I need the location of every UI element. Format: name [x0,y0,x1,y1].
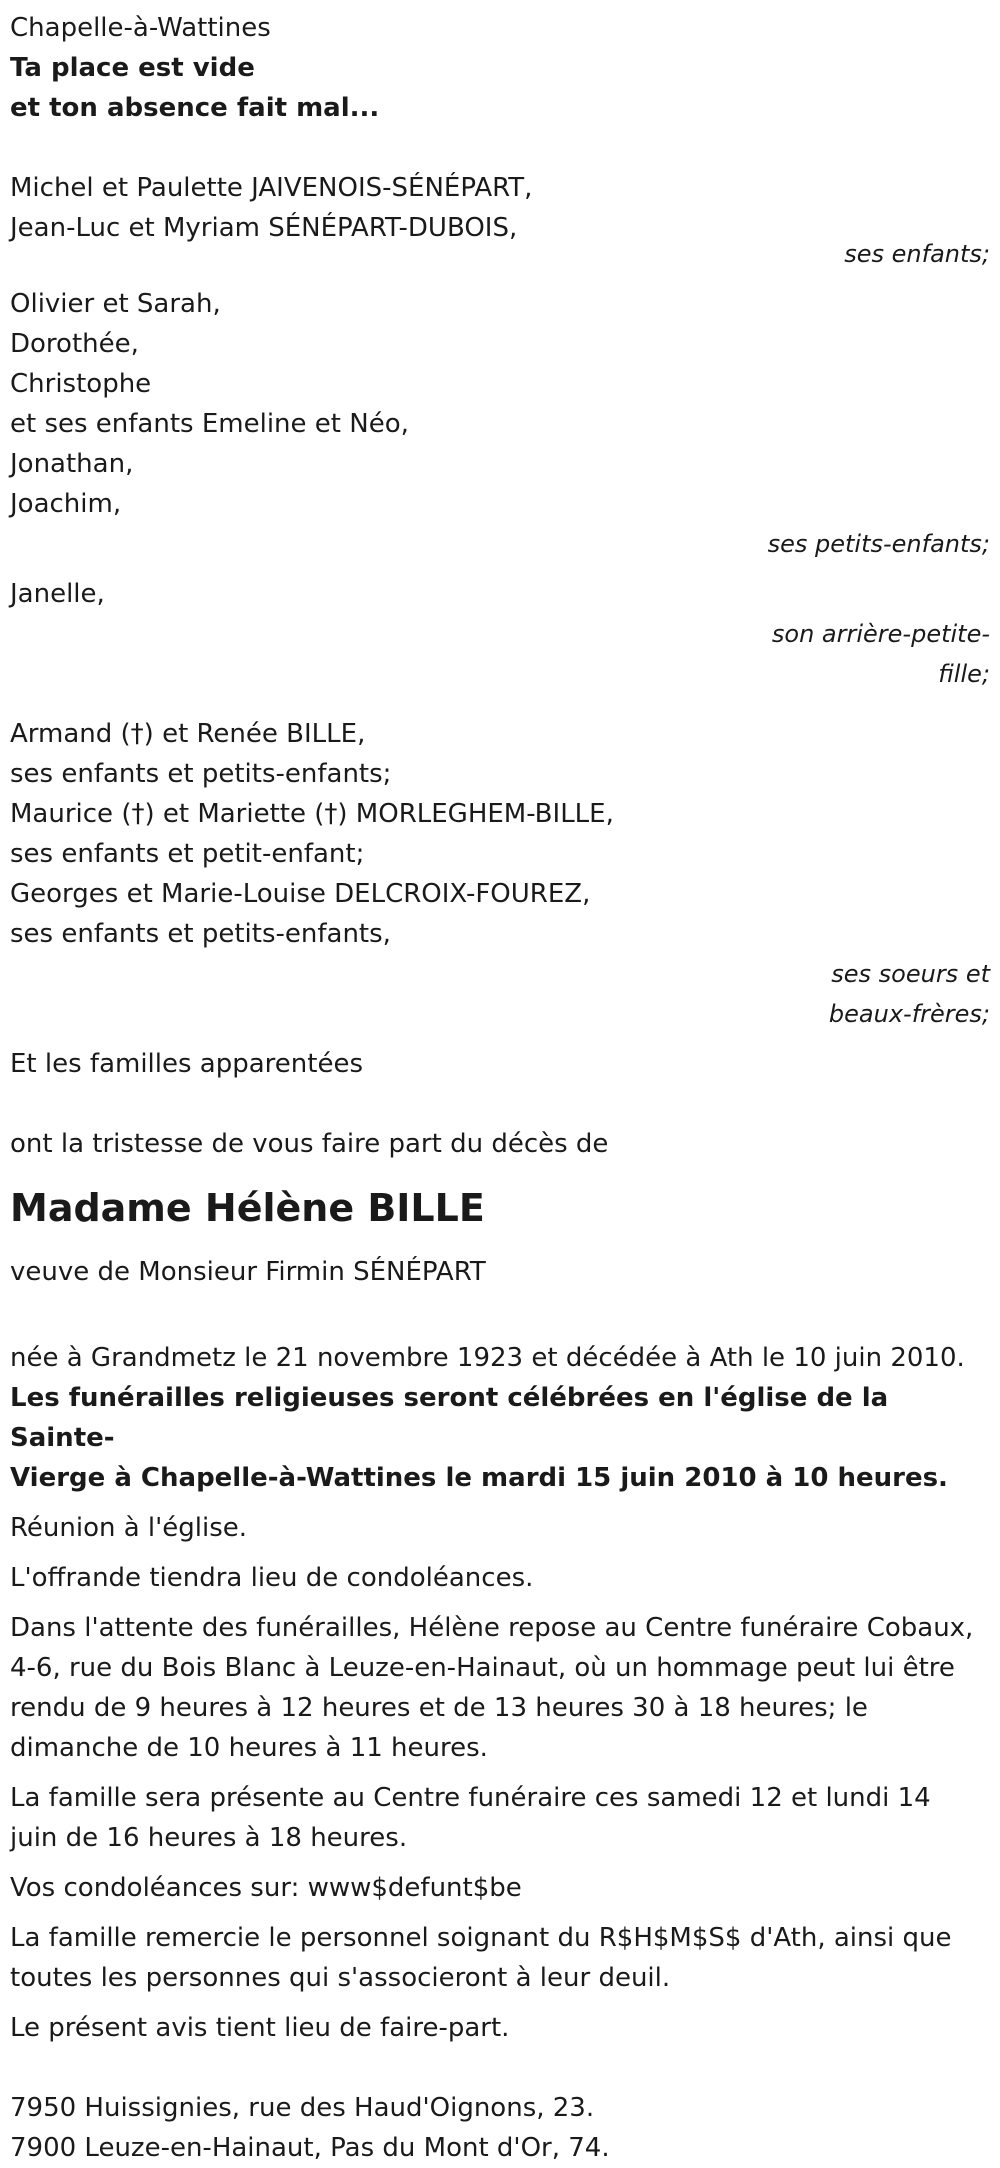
family-line: et ses enfants Emeline et Néo, [10,409,409,439]
birth-death: née à Grandmetz le 21 novembre 1923 et décédée à Ath le 10 juin 2010. [10,1343,965,1373]
grandchildren-section [10,284,990,564]
family-line: ses enfants et petits-enfants, [10,919,391,949]
rest-line: 4-6, rue du Bois Blanc à Leuze-en-Hainaut, où un hommage peut lui être [10,1653,955,1683]
family-line: Olivier et Sarah, [10,289,221,319]
family-line: Georges et Marie-Louise DELCROIX-FOUREZ, [10,879,591,909]
role-label: ses petits-enfants; [767,530,990,558]
family-line: Jean-Luc et Myriam SÉNÉPART-DUBOIS, [10,213,518,243]
announcement: ont la tristesse de vous faire part du décès de [10,1129,609,1159]
siblings-section [10,714,990,1034]
family-line: Armand (†) et Renée BILLE, [10,719,366,749]
thanks-line: toutes les personnes qui s'associeront à leur deuil. [10,1963,671,1993]
family-line: Dorothée, [10,329,139,359]
family-line: Jonathan, [10,449,134,479]
family-line: Joachim, [10,489,122,519]
family-line: Maurice (†) et Mariette (†) MORLEGHEM-BILLE, [10,799,614,829]
meeting-line: Réunion à l'église. [10,1513,248,1543]
rest-line: Dans l'attente des funérailles, Hélène repose au Centre funéraire Cobaux, [10,1613,974,1643]
family-line: ses enfants et petits-enfants; [10,759,392,789]
role-label: fille; [938,660,990,688]
presence-line: La famille sera présente au Centre funéraire ces samedi 12 et lundi 14 [10,1783,931,1813]
quote-line-2: et ton absence fait mal... [10,93,380,123]
great-granddaughter-section [10,574,990,694]
thanks-line: La famille remercie le personnel soignant du R$H$M$S$ d'Ath, ainsi que [10,1923,952,1953]
role-label: beaux-frères; [828,1000,990,1028]
rest-line: rendu de 9 heures à 12 heures et de 13 heures 30 à 18 heures; le [10,1693,868,1723]
notice-line: Le présent avis tient lieu de faire-part. [10,2013,510,2043]
deceased-name: Madame Hélène BILLE [10,1186,485,1230]
address-line: 7950 Huissignies, rue des Haud'Oignons, 23. [10,2093,595,2123]
presence-line: juin de 16 heures à 18 heures. [10,1823,408,1853]
role-label: ses enfants; [844,240,990,268]
widow-of: veuve de Monsieur Firmin SÉNÉPART [10,1257,486,1287]
quote-line-1: Ta place est vide [10,53,255,83]
role-label: ses soeurs et [831,960,990,988]
family-line: Janelle, [10,579,105,609]
addresses [10,2088,990,2168]
place-name: Chapelle-à-Wattines [10,13,271,43]
family-line: Michel et Paulette JAIVENOIS-SÉNÉPART, [10,173,533,203]
funeral-details [10,1378,990,2048]
rest-line: dimanche de 10 heures à 11 heures. [10,1733,488,1763]
ceremony-line: Vierge à Chapelle-à-Wattines le mardi 15 juin 2010 à 10 heures. [10,1463,948,1493]
offering-line: L'offrande tiendra lieu de condoléances. [10,1563,534,1593]
families-line: Et les familles apparentées [10,1049,364,1079]
family-line: ses enfants et petit-enfant; [10,839,365,869]
condolences-line: Vos condoléances sur: www$defunt$be [10,1873,522,1903]
children-section [10,168,990,274]
address-line: 7900 Leuze-en-Hainaut, Pas du Mont d'Or, 74. [10,2133,610,2163]
family-line: Christophe [10,369,152,399]
role-label: son arrière-petite- [771,620,990,648]
ceremony-line: Les funérailles religieuses seront célébrées en l'église de la Sainte- [10,1383,889,1453]
